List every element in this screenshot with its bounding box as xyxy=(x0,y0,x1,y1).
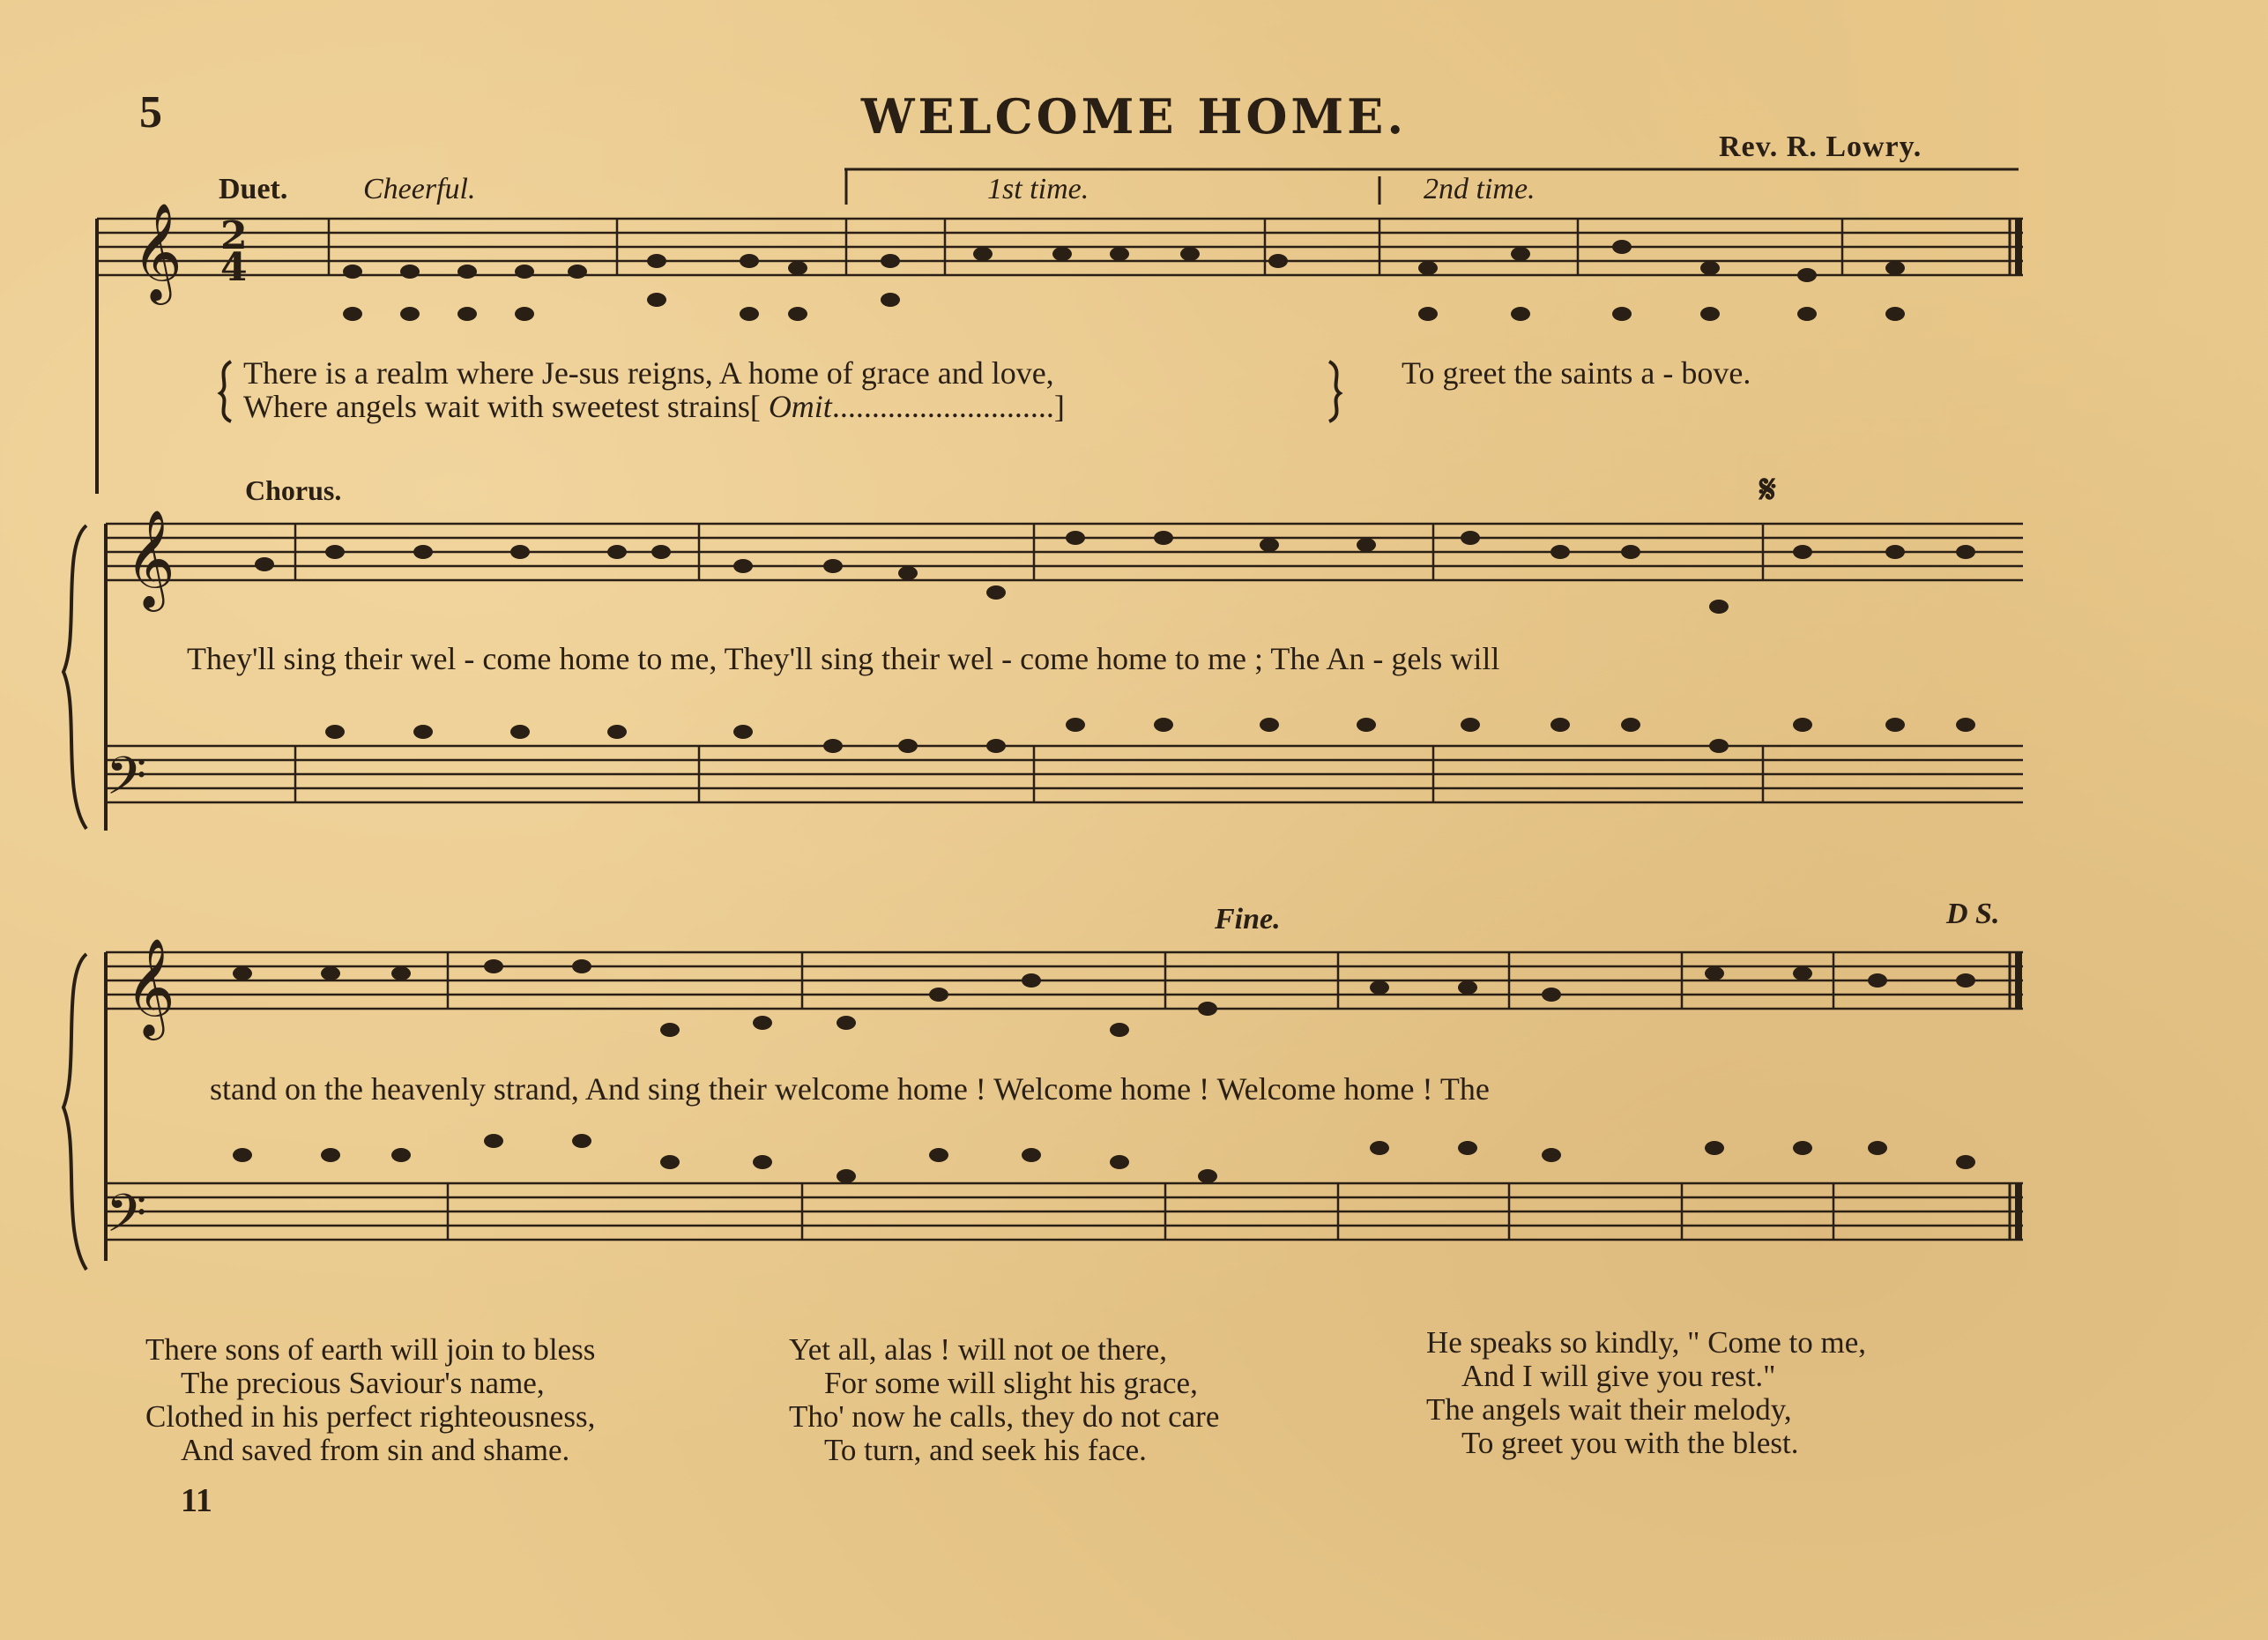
svg-text:𝄞: 𝄞 xyxy=(125,937,175,1036)
verse-line: To turn, and seek his face. xyxy=(824,1433,1147,1467)
omit-dots: ............................] xyxy=(831,389,1065,424)
svg-text:𝄢: 𝄢 xyxy=(106,1182,147,1256)
verse-line: And saved from sin and shame. xyxy=(181,1433,570,1467)
verse-line: The precious Saviour's name, xyxy=(181,1366,545,1400)
tempo-marking: Cheerful. xyxy=(363,173,476,205)
segno-sign: 𝄋 xyxy=(1759,468,1776,511)
verse-3 xyxy=(789,1333,1219,1467)
svg-text:𝄞: 𝄞 xyxy=(125,509,175,608)
verse-4 xyxy=(1426,1326,1866,1460)
fine-marking: Fine. xyxy=(1215,903,1281,936)
author-credit: Rev. R. Lowry. xyxy=(1719,130,1922,163)
song-title: WELCOME HOME. xyxy=(860,88,1408,145)
verse-line: The angels wait their melody, xyxy=(1426,1392,1792,1427)
duet-lyric-line-1: There is a realm where Je-sus reigns, A home of grace and love, xyxy=(243,355,1054,391)
svg-text:2: 2 xyxy=(220,213,248,258)
verse-line: Tho' now he calls, they do not care xyxy=(789,1399,1220,1434)
chorus-lyric-line-2: stand on the heavenly strand, And sing their welcome home ! Welcome home ! Welcome home ! The xyxy=(210,1071,1490,1107)
verse-line: To greet you with the blest. xyxy=(1461,1426,1799,1460)
verse-line: Yet all, alas ! will not oe there, xyxy=(789,1332,1167,1367)
first-ending-label: 1st time. xyxy=(987,173,1089,205)
staff-chorus-bass xyxy=(106,746,2023,802)
verse-line: Clothed in his perfect righteousness, xyxy=(145,1399,596,1434)
duet-marking: Duet. xyxy=(219,173,288,205)
omit-marking: Omit xyxy=(768,389,832,424)
staff-system2-bass xyxy=(106,1183,2023,1240)
second-ending-label: 2nd time. xyxy=(1424,173,1536,205)
svg-text:𝄞: 𝄞 xyxy=(132,202,182,301)
svg-text:𝄢: 𝄢 xyxy=(106,745,147,819)
chorus-lyric-line-1: They'll sing their wel - come home to me, They'll sing their wel - come home to me ; The An - gels will xyxy=(187,641,1500,676)
ds-marking: D S. xyxy=(1946,898,2000,930)
page-number: 5 xyxy=(139,87,162,138)
duet-lyric-line-2 xyxy=(243,388,1065,425)
svg-text:4: 4 xyxy=(220,245,248,290)
verse-line: There sons of earth will join to bless xyxy=(145,1332,596,1367)
verse-2 xyxy=(145,1333,595,1467)
duet-lyric-line-2-text: Where angels wait with sweetest strains[ xyxy=(243,389,761,424)
verse-line: For some will slight his grace, xyxy=(824,1366,1198,1400)
duet-lyric-ending: To greet the saints a - bove. xyxy=(1402,355,1751,391)
verse-line: He speaks so kindly, " Come to me, xyxy=(1426,1325,1867,1360)
verse-line: And I will give you rest." xyxy=(1461,1359,1776,1393)
chorus-marking: Chorus. xyxy=(245,474,342,506)
staff-chorus-treble xyxy=(106,524,2023,831)
footer-number: 11 xyxy=(181,1482,212,1519)
